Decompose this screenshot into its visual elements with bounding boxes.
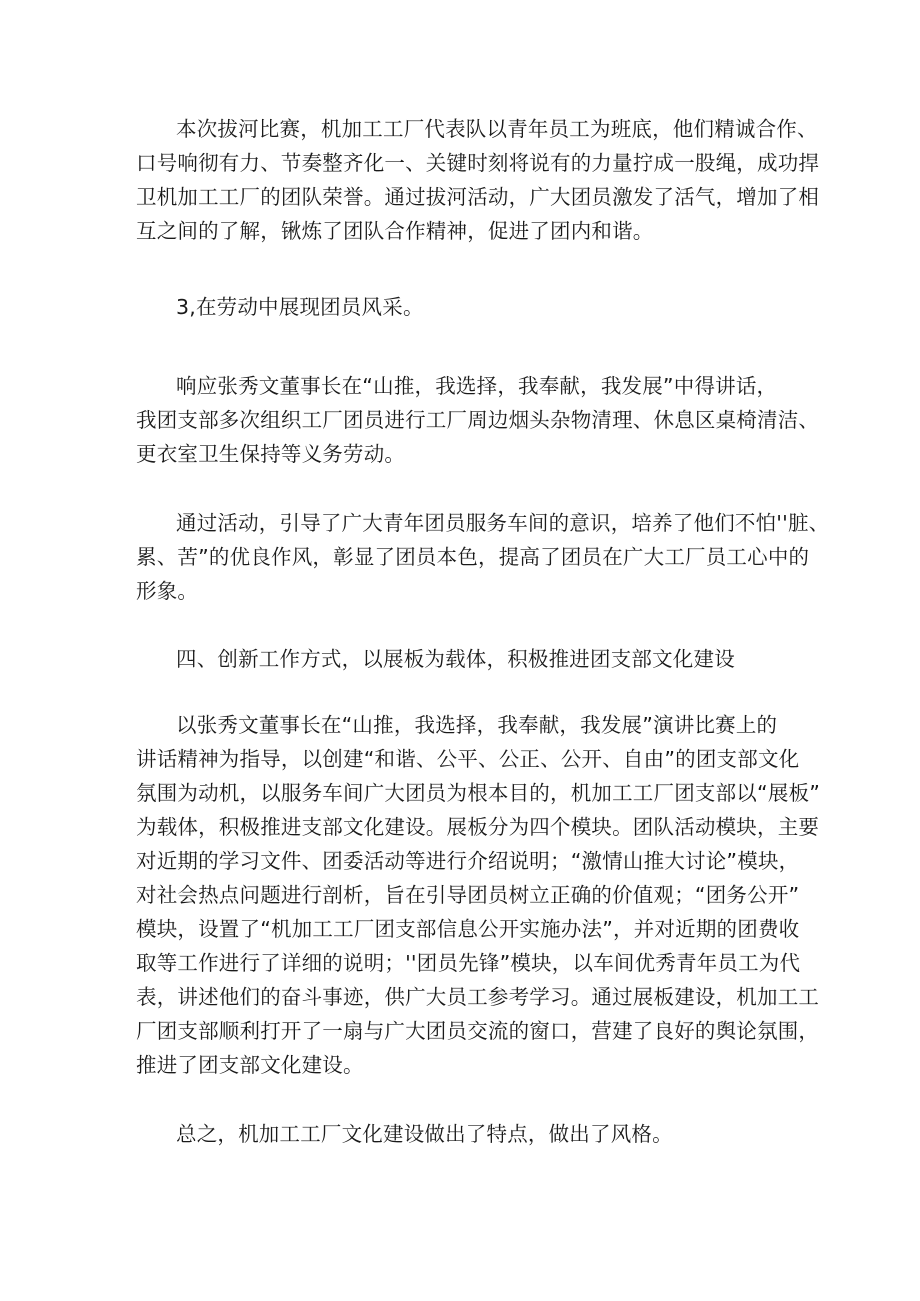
paragraph-labor-heading xyxy=(136,290,796,324)
text-line: 表，讲述他们的奋斗事迹，供广大员工参考学习。通过展板建设，机加工工 xyxy=(136,985,820,1009)
text-line: 更衣室卫生保持等义务劳动。 xyxy=(136,442,406,466)
paragraph-tug-of-war xyxy=(136,112,820,248)
text-line: 对近期的学习文件、团委活动等进行介绍说明；“激情山推大讨论”模块， xyxy=(136,849,800,873)
paragraph-summary xyxy=(136,1117,796,1151)
text-line: 对社会热点问题进行剖析，旨在引导团员树立正确的价值观；“团务公开” xyxy=(136,883,800,907)
text-line: 通过活动，引导了广大青年团员服务车间的意识，培养了他们不怕''脏、 xyxy=(176,511,830,535)
text-line: 取等工作进行了详细的说明；''团员先锋”模块，以车间优秀青年员工为代 xyxy=(136,951,801,975)
text-line: 响应张秀文董事长在“山推，我选择，我奉献，我发展”中得讲话， xyxy=(176,374,778,398)
paragraph-labor-result xyxy=(136,506,830,608)
text-line: 3,在劳动中展现团员风采。 xyxy=(176,295,424,319)
paragraph-labor-response xyxy=(136,369,820,471)
text-line: 为载体，积极推进支部文化建设。展板分为四个模块。团队活动模块，主要 xyxy=(136,815,820,839)
text-line: 推进了团支部文化建设。 xyxy=(136,1053,364,1077)
paragraph-display-board xyxy=(136,708,821,1082)
text-line: 本次拔河比赛，机加工工厂代表队以青年员工为班底，他们精诚合作、 xyxy=(176,117,818,141)
text-line: 我团支部多次组织工厂团员进行工厂周边烟头杂物清理、休息区桌椅清洁、 xyxy=(136,408,820,432)
text-line: 卫机加工工厂的团队荣誉。通过拔河活动，广大团员激发了活气，增加了相 xyxy=(136,185,820,209)
text-line: 口号响彻有力、节奏整齐化一、关键时刻将说有的力量拧成一股绳，成功捍 xyxy=(136,151,820,175)
text-line: 互之间的了解，锹炼了团队合作精神，促进了团内和谐。 xyxy=(136,219,654,243)
text-line: 以张秀文董事长在“山推，我选择，我奉献，我发展”演讲比赛上的 xyxy=(176,713,778,737)
text-line: 总之，机加工工厂文化建设做出了特点，做出了风格。 xyxy=(176,1122,673,1146)
section-four-heading xyxy=(136,642,796,676)
text-line: 厂团支部顺利打开了一扇与广大团员交流的窗口，营建了良好的舆论氛围， xyxy=(136,1019,820,1043)
text-line: 模块，设置了“机加工工厂团支部信息公开实施办法”，并对近期的团费收 xyxy=(136,917,800,941)
text-line: 累、苦”的优良作风，彰显了团员本色，提高了团员在广大工厂员工心中的 xyxy=(136,545,810,569)
text-line: 四、创新工作方式，以展板为载体，积极推进团支部文化建设 xyxy=(176,647,735,671)
text-line: 讲话精神为指导，以创建“和谐、公平、公正、公开、自由”的团支部文化 xyxy=(136,747,800,771)
text-line: 形象。 xyxy=(136,579,199,603)
text-line: 氛围为动机，以服务车间广大团员为根本目的，机加工工厂团支部以“展板” xyxy=(136,781,821,805)
